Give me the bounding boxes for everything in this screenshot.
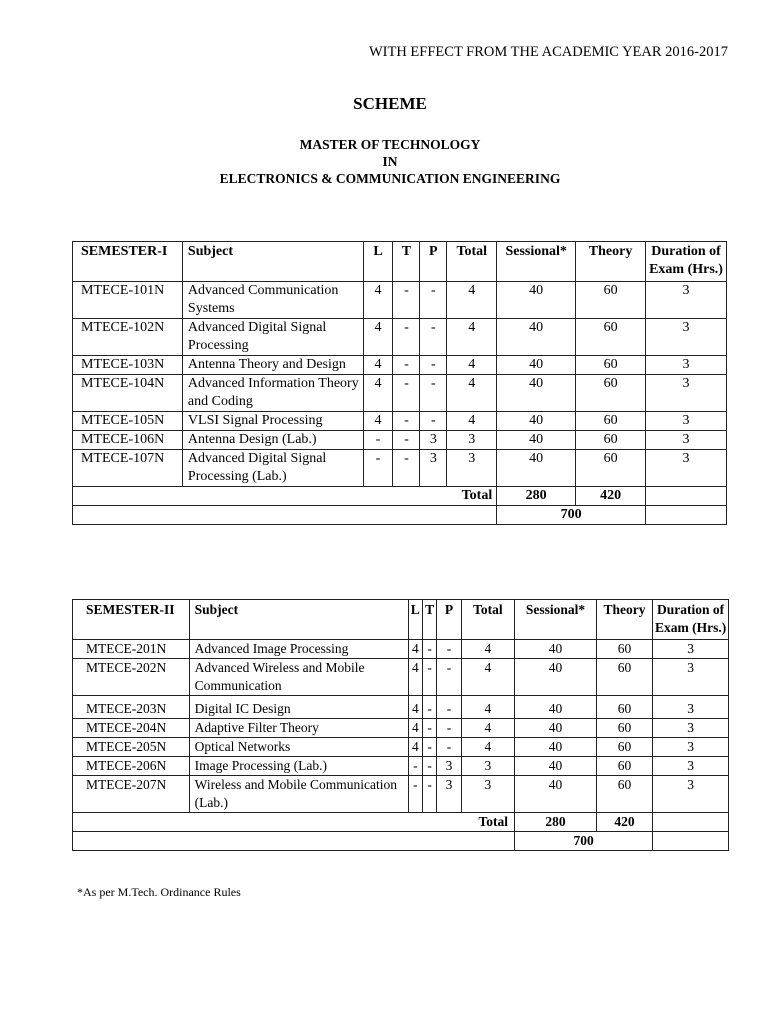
course-code: MTECE-205N — [73, 738, 190, 757]
subject-name: Antenna Design (Lab.) — [182, 431, 363, 450]
total-label: Total — [73, 813, 515, 832]
lecture-hours: - — [408, 776, 422, 813]
total-hours: 4 — [461, 738, 514, 757]
tutorial-hours: - — [422, 719, 436, 738]
col-semester: SEMESTER-I — [73, 242, 183, 282]
tutorial-hours: - — [393, 282, 420, 319]
semester-2-table — [72, 599, 729, 851]
course-code: MTECE-105N — [73, 412, 183, 431]
practical-hours: - — [420, 282, 447, 319]
sessional-marks: 40 — [497, 375, 576, 412]
table-row — [73, 450, 727, 487]
practical-hours: 3 — [437, 757, 462, 776]
subject-name: Wireless and Mobile Communication (Lab.) — [189, 776, 408, 813]
total-hours: 4 — [461, 659, 514, 696]
lecture-hours: 4 — [363, 319, 393, 356]
practical-hours: - — [437, 738, 462, 757]
subject-name: Advanced Communication Systems — [182, 282, 363, 319]
lecture-hours: 4 — [408, 719, 422, 738]
lecture-hours: 4 — [363, 375, 393, 412]
practical-hours: - — [437, 640, 462, 659]
total-hours: 3 — [461, 757, 514, 776]
col-sessional: Sessional* — [515, 600, 597, 640]
theory-marks: 60 — [596, 696, 652, 719]
practical-hours: 3 — [420, 450, 447, 487]
course-code: MTECE-203N — [73, 696, 190, 719]
empty-cell — [646, 506, 727, 525]
tutorial-hours: - — [422, 640, 436, 659]
total-label: Total — [73, 487, 497, 506]
table-row — [73, 640, 729, 659]
sessional-marks: 40 — [497, 282, 576, 319]
sessional-marks: 40 — [515, 757, 597, 776]
practical-hours: - — [437, 659, 462, 696]
empty-cell — [653, 813, 729, 832]
programme-line-3: ELECTRONICS & COMMUNICATION ENGINEERING — [219, 171, 561, 186]
exam-duration: 3 — [653, 738, 729, 757]
practical-hours: - — [420, 319, 447, 356]
table-row — [73, 776, 729, 813]
theory-marks: 60 — [596, 757, 652, 776]
total-sessional: 280 — [515, 813, 597, 832]
empty-cell — [646, 487, 727, 506]
scheme-title: SCHEME — [353, 94, 427, 113]
total-sessional: 280 — [497, 487, 576, 506]
subject-name: Advanced Digital Signal Processing (Lab.) — [182, 450, 363, 487]
tutorial-hours: - — [422, 757, 436, 776]
theory-marks: 60 — [576, 356, 646, 375]
exam-duration: 3 — [653, 659, 729, 696]
table-row — [73, 431, 727, 450]
table-row — [73, 719, 729, 738]
semester-2-body — [73, 640, 729, 813]
tutorial-hours: - — [393, 319, 420, 356]
tutorial-hours: - — [393, 412, 420, 431]
practical-hours: - — [437, 719, 462, 738]
grand-total: 700 — [515, 832, 653, 851]
subject-name: Antenna Theory and Design — [182, 356, 363, 375]
table-row — [73, 738, 729, 757]
total-hours: 4 — [447, 412, 497, 431]
sessional-marks: 40 — [497, 356, 576, 375]
table-row — [73, 356, 727, 375]
programme-heading — [0, 136, 768, 187]
exam-duration: 3 — [646, 282, 727, 319]
lecture-hours: 4 — [408, 696, 422, 719]
lecture-hours: - — [363, 431, 393, 450]
col-theory: Theory — [576, 242, 646, 282]
exam-duration: 3 — [653, 776, 729, 813]
lecture-hours: 4 — [363, 412, 393, 431]
course-code: MTECE-201N — [73, 640, 190, 659]
course-code: MTECE-104N — [73, 375, 183, 412]
lecture-hours: 4 — [408, 640, 422, 659]
table-row — [73, 319, 727, 356]
subject-name: Image Processing (Lab.) — [189, 757, 408, 776]
semester-1-header-row — [73, 242, 727, 282]
exam-duration: 3 — [653, 719, 729, 738]
subject-name: Advanced Information Theory and Coding — [182, 375, 363, 412]
total-hours: 4 — [447, 356, 497, 375]
subject-name: Optical Networks — [189, 738, 408, 757]
total-theory: 420 — [596, 813, 652, 832]
col-l: L — [408, 600, 422, 640]
semester-1-grand-total-row — [73, 506, 727, 525]
semester-1-table — [72, 241, 727, 525]
col-duration: Duration of Exam (Hrs.) — [646, 242, 727, 282]
practical-hours: - — [420, 375, 447, 412]
lecture-hours: - — [408, 757, 422, 776]
col-duration: Duration of Exam (Hrs.) — [653, 600, 729, 640]
col-l: L — [363, 242, 393, 282]
tutorial-hours: - — [393, 375, 420, 412]
course-code: MTECE-202N — [73, 659, 190, 696]
course-code: MTECE-107N — [73, 450, 183, 487]
exam-duration: 3 — [653, 640, 729, 659]
theory-marks: 60 — [596, 776, 652, 813]
lecture-hours: 4 — [363, 356, 393, 375]
col-semester: SEMESTER-II — [73, 600, 190, 640]
col-total: Total — [447, 242, 497, 282]
tutorial-hours: - — [422, 776, 436, 813]
tutorial-hours: - — [422, 738, 436, 757]
semester-1-body — [73, 282, 727, 487]
empty-cell — [653, 832, 729, 851]
total-hours: 3 — [447, 450, 497, 487]
sessional-marks: 40 — [515, 696, 597, 719]
exam-duration: 3 — [646, 356, 727, 375]
course-code: MTECE-207N — [73, 776, 190, 813]
practical-hours: 3 — [437, 776, 462, 813]
exam-duration: 3 — [653, 696, 729, 719]
col-subject: Subject — [182, 242, 363, 282]
total-hours: 4 — [461, 640, 514, 659]
sessional-marks: 40 — [497, 431, 576, 450]
sessional-marks: 40 — [497, 450, 576, 487]
subject-name: VLSI Signal Processing — [182, 412, 363, 431]
total-hours: 3 — [447, 431, 497, 450]
theory-marks: 60 — [576, 450, 646, 487]
theory-marks: 60 — [576, 319, 646, 356]
col-theory: Theory — [596, 600, 652, 640]
lecture-hours: 4 — [408, 738, 422, 757]
semester-2-grand-total-row — [73, 832, 729, 851]
exam-duration: 3 — [646, 319, 727, 356]
exam-duration: 3 — [646, 375, 727, 412]
tutorial-hours: - — [422, 696, 436, 719]
theory-marks: 60 — [596, 719, 652, 738]
table-row — [73, 757, 729, 776]
theory-marks: 60 — [596, 738, 652, 757]
practical-hours: 3 — [420, 431, 447, 450]
subject-name: Adaptive Filter Theory — [189, 719, 408, 738]
table-row — [73, 282, 727, 319]
empty-cell — [73, 506, 497, 525]
footnote: *As per M.Tech. Ordinance Rules — [77, 885, 241, 899]
lecture-hours: 4 — [363, 282, 393, 319]
total-hours: 4 — [447, 319, 497, 356]
course-code: MTECE-204N — [73, 719, 190, 738]
tutorial-hours: - — [422, 659, 436, 696]
tutorial-hours: - — [393, 431, 420, 450]
lecture-hours: - — [363, 450, 393, 487]
lecture-hours: 4 — [408, 659, 422, 696]
table-row — [73, 696, 729, 719]
sessional-marks: 40 — [515, 659, 597, 696]
col-t: T — [422, 600, 436, 640]
theory-marks: 60 — [576, 375, 646, 412]
grand-total: 700 — [497, 506, 646, 525]
course-code: MTECE-206N — [73, 757, 190, 776]
sessional-marks: 40 — [515, 776, 597, 813]
total-hours: 3 — [461, 776, 514, 813]
col-p: P — [437, 600, 462, 640]
exam-duration: 3 — [653, 757, 729, 776]
total-hours: 4 — [447, 375, 497, 412]
course-code: MTECE-103N — [73, 356, 183, 375]
sessional-marks: 40 — [497, 319, 576, 356]
practical-hours: - — [420, 412, 447, 431]
course-code: MTECE-102N — [73, 319, 183, 356]
total-hours: 4 — [447, 282, 497, 319]
total-theory: 420 — [576, 487, 646, 506]
semester-1-total-row — [73, 487, 727, 506]
col-sessional: Sessional* — [497, 242, 576, 282]
col-total: Total — [461, 600, 514, 640]
theory-marks: 60 — [596, 659, 652, 696]
empty-cell — [73, 832, 515, 851]
tutorial-hours: - — [393, 356, 420, 375]
programme-line-2: IN — [382, 154, 398, 169]
subject-name: Advanced Image Processing — [189, 640, 408, 659]
course-code: MTECE-106N — [73, 431, 183, 450]
tutorial-hours: - — [393, 450, 420, 487]
course-code: MTECE-101N — [73, 282, 183, 319]
theory-marks: 60 — [596, 640, 652, 659]
total-hours: 4 — [461, 696, 514, 719]
theory-marks: 60 — [576, 282, 646, 319]
academic-year-line: WITH EFFECT FROM THE ACADEMIC YEAR 2016-2017 — [368, 44, 728, 60]
exam-duration: 3 — [646, 431, 727, 450]
semester-2-header-row — [73, 600, 729, 640]
total-hours: 4 — [461, 719, 514, 738]
exam-duration: 3 — [646, 412, 727, 431]
theory-marks: 60 — [576, 431, 646, 450]
sessional-marks: 40 — [497, 412, 576, 431]
practical-hours: - — [437, 696, 462, 719]
col-subject: Subject — [189, 600, 408, 640]
sessional-marks: 40 — [515, 738, 597, 757]
table-row — [73, 659, 729, 696]
programme-line-1: MASTER OF TECHNOLOGY — [299, 137, 481, 152]
table-row — [73, 375, 727, 412]
subject-name: Digital IC Design — [189, 696, 408, 719]
exam-duration: 3 — [646, 450, 727, 487]
theory-marks: 60 — [576, 412, 646, 431]
col-t: T — [393, 242, 420, 282]
sessional-marks: 40 — [515, 719, 597, 738]
sessional-marks: 40 — [515, 640, 597, 659]
subject-name: Advanced Wireless and Mobile Communication — [189, 659, 408, 696]
col-p: P — [420, 242, 447, 282]
semester-2-total-row — [73, 813, 729, 832]
subject-name: Advanced Digital Signal Processing — [182, 319, 363, 356]
table-row — [73, 412, 727, 431]
practical-hours: - — [420, 356, 447, 375]
